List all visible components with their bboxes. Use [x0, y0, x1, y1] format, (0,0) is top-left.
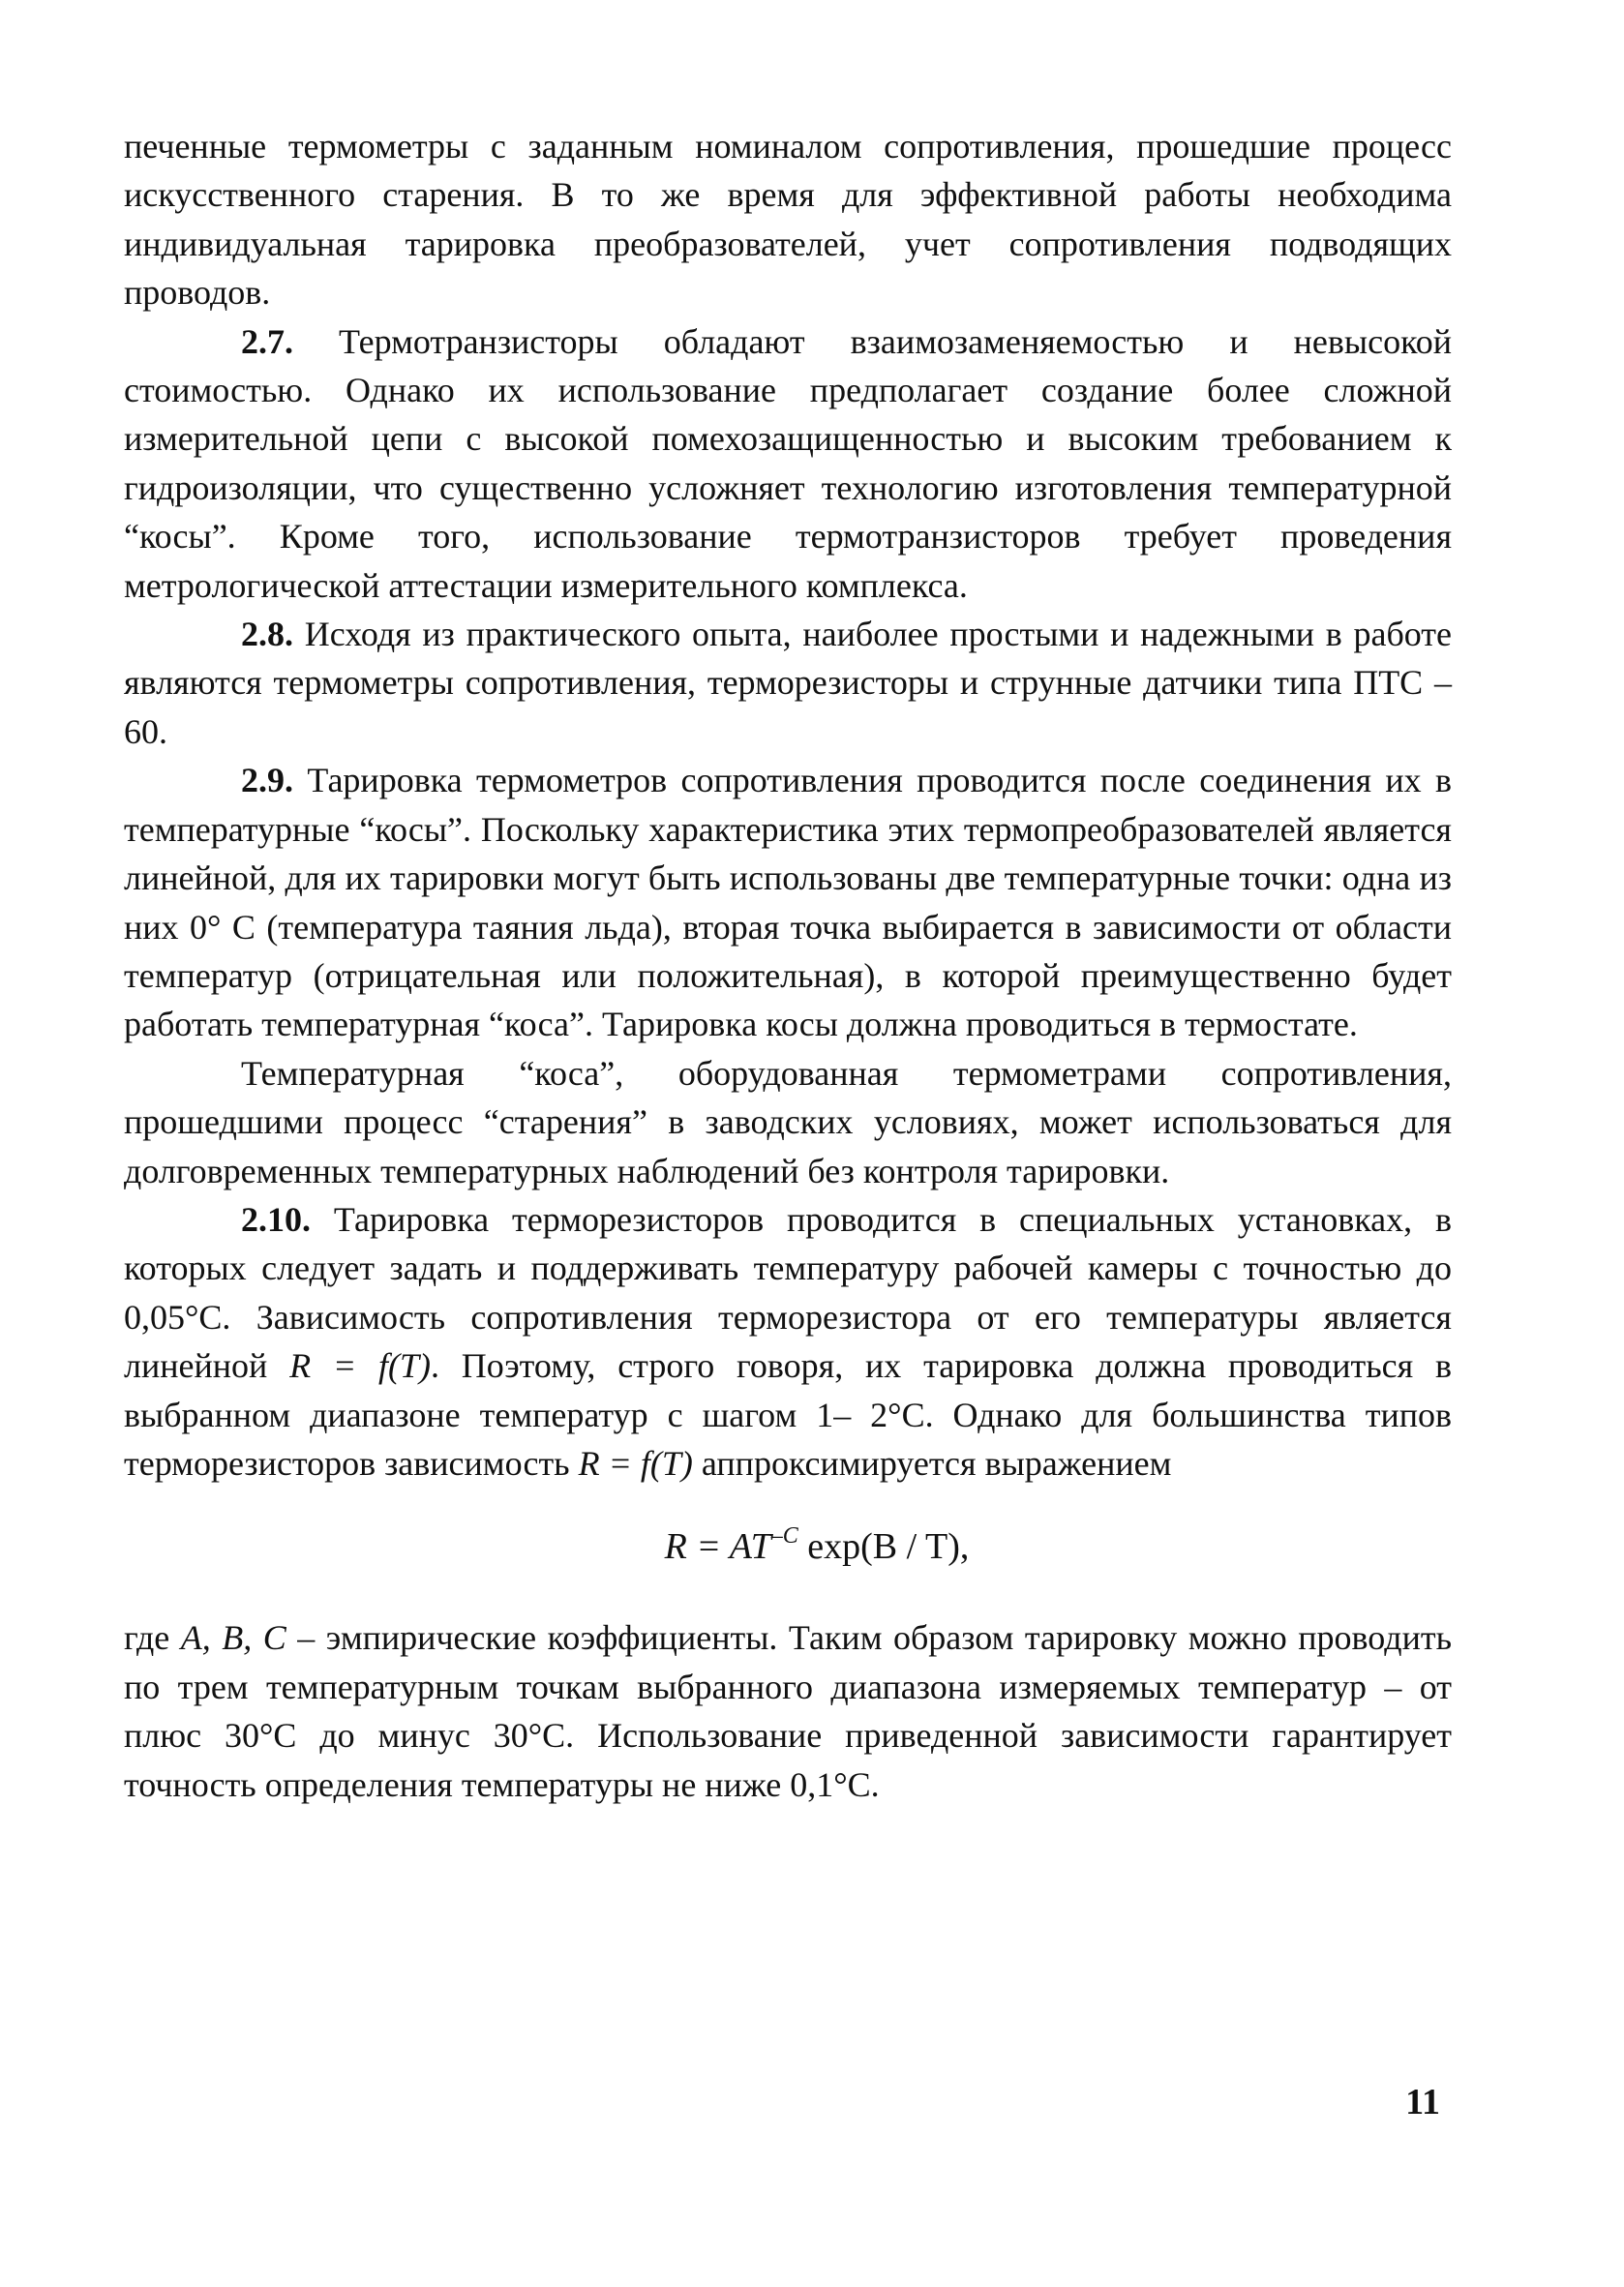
- paragraph-text: Термотранзисторы обладают взаимозаменяемостью и невысокой стоимостью. Однако их использование предполагает создание более сложной измерительной цепи с высокой помехозащищенностью и высоким требованием к гидроизоляции, что существенно усложняет технологию изготовления температурной “косы”. Кроме того, использование термотранзисторов требует проведения метрологической аттестации измерительного комплекса.: [124, 321, 1453, 605]
- paragraph-kosa: [124, 1049, 1452, 1195]
- section-number: 2.9.: [241, 761, 293, 800]
- display-formula: [124, 1522, 1452, 1571]
- paragraph-2-10: [124, 1195, 1452, 1488]
- paragraph-2-8: [124, 610, 1452, 756]
- page-text: [124, 122, 1452, 1809]
- paragraph-text: Исходя из практического опыта, наиболее простыми и надежными в работе являются термометры сопротивления, терморезисторы и струнные датчики типа ПТС – 60.: [124, 615, 1452, 751]
- inline-formula: R = f(T): [289, 1346, 431, 1386]
- paragraph-text: печенные термометры с заданным номиналом сопротивления, прошедшие процесс искусственного старения. В то же время для эффективной работы необходима индивидуальная тарировка преобразователей, учет сопротивления подводящих проводов.: [124, 127, 1452, 313]
- closing-variables: A, B, C: [180, 1618, 286, 1658]
- formula-exponent: –C: [770, 1523, 798, 1550]
- paragraph-text: . Поэтому, строго говоря, их тарировка должна проводиться в выбранном диапазоне температур с шагом 1– 2°С. Однако для большинства типов терморезисторов зависимость: [124, 1346, 1452, 1483]
- paragraph-text: – эмпирические коэффициенты. Таким образом тарировку можно проводить по трем температурным точкам выбранного диапазона измеряемых температур – от плюс 30°С до минус 30°С. Использование приведенной зависимости гарантирует точность определения температуры не ниже 0,1°С.: [124, 1618, 1452, 1804]
- formula-rhs: exp(B / T),: [797, 1526, 970, 1568]
- paragraph-closing: [124, 1613, 1452, 1809]
- inline-formula: R = f(T): [578, 1443, 693, 1483]
- section-number: 2.8.: [241, 615, 293, 654]
- paragraph-text: Температурная “коса”, оборудованная термометрами сопротивления, прошедшими процесс “старения” в заводских условиях, может использоваться для долговременных температурных наблюдений без контроля тарировки.: [124, 1053, 1452, 1190]
- formula-lhs: R = AT: [664, 1526, 771, 1568]
- page-number: 11: [1405, 2082, 1440, 2122]
- section-number: 2.7.: [241, 321, 293, 361]
- closing-prefix: где: [124, 1618, 181, 1658]
- section-number: 2.10.: [241, 1199, 311, 1239]
- paragraph-text: Тарировка терморезисторов проводится в специальных установках, в которых следует задать и поддерживать температуру рабочей камеры с точностью до 0,05°С. Зависимость сопротивления терморезистора от его температуры является линейной: [124, 1199, 1452, 1386]
- paragraph-2-7: [124, 317, 1452, 610]
- paragraph-text: Тарировка термометров сопротивления проводится после соединения их в температурные “косы”. Поскольку характеристика этих термопреобразователей является линейной, для их тарировки могут быть использованы две температурные точки: одна из них 0° С (температура таяния льда), вторая точка выбирается в зависимости от области температур (отрицательная или положительная), в которой преимущественно будет работать температурная “коса”. Тарировка косы должна проводиться в термостате.: [124, 761, 1453, 1044]
- paragraph-text: аппроксимируется выражением: [692, 1443, 1172, 1483]
- paragraph-2-9: [124, 756, 1452, 1048]
- paragraph-continued: [124, 122, 1452, 317]
